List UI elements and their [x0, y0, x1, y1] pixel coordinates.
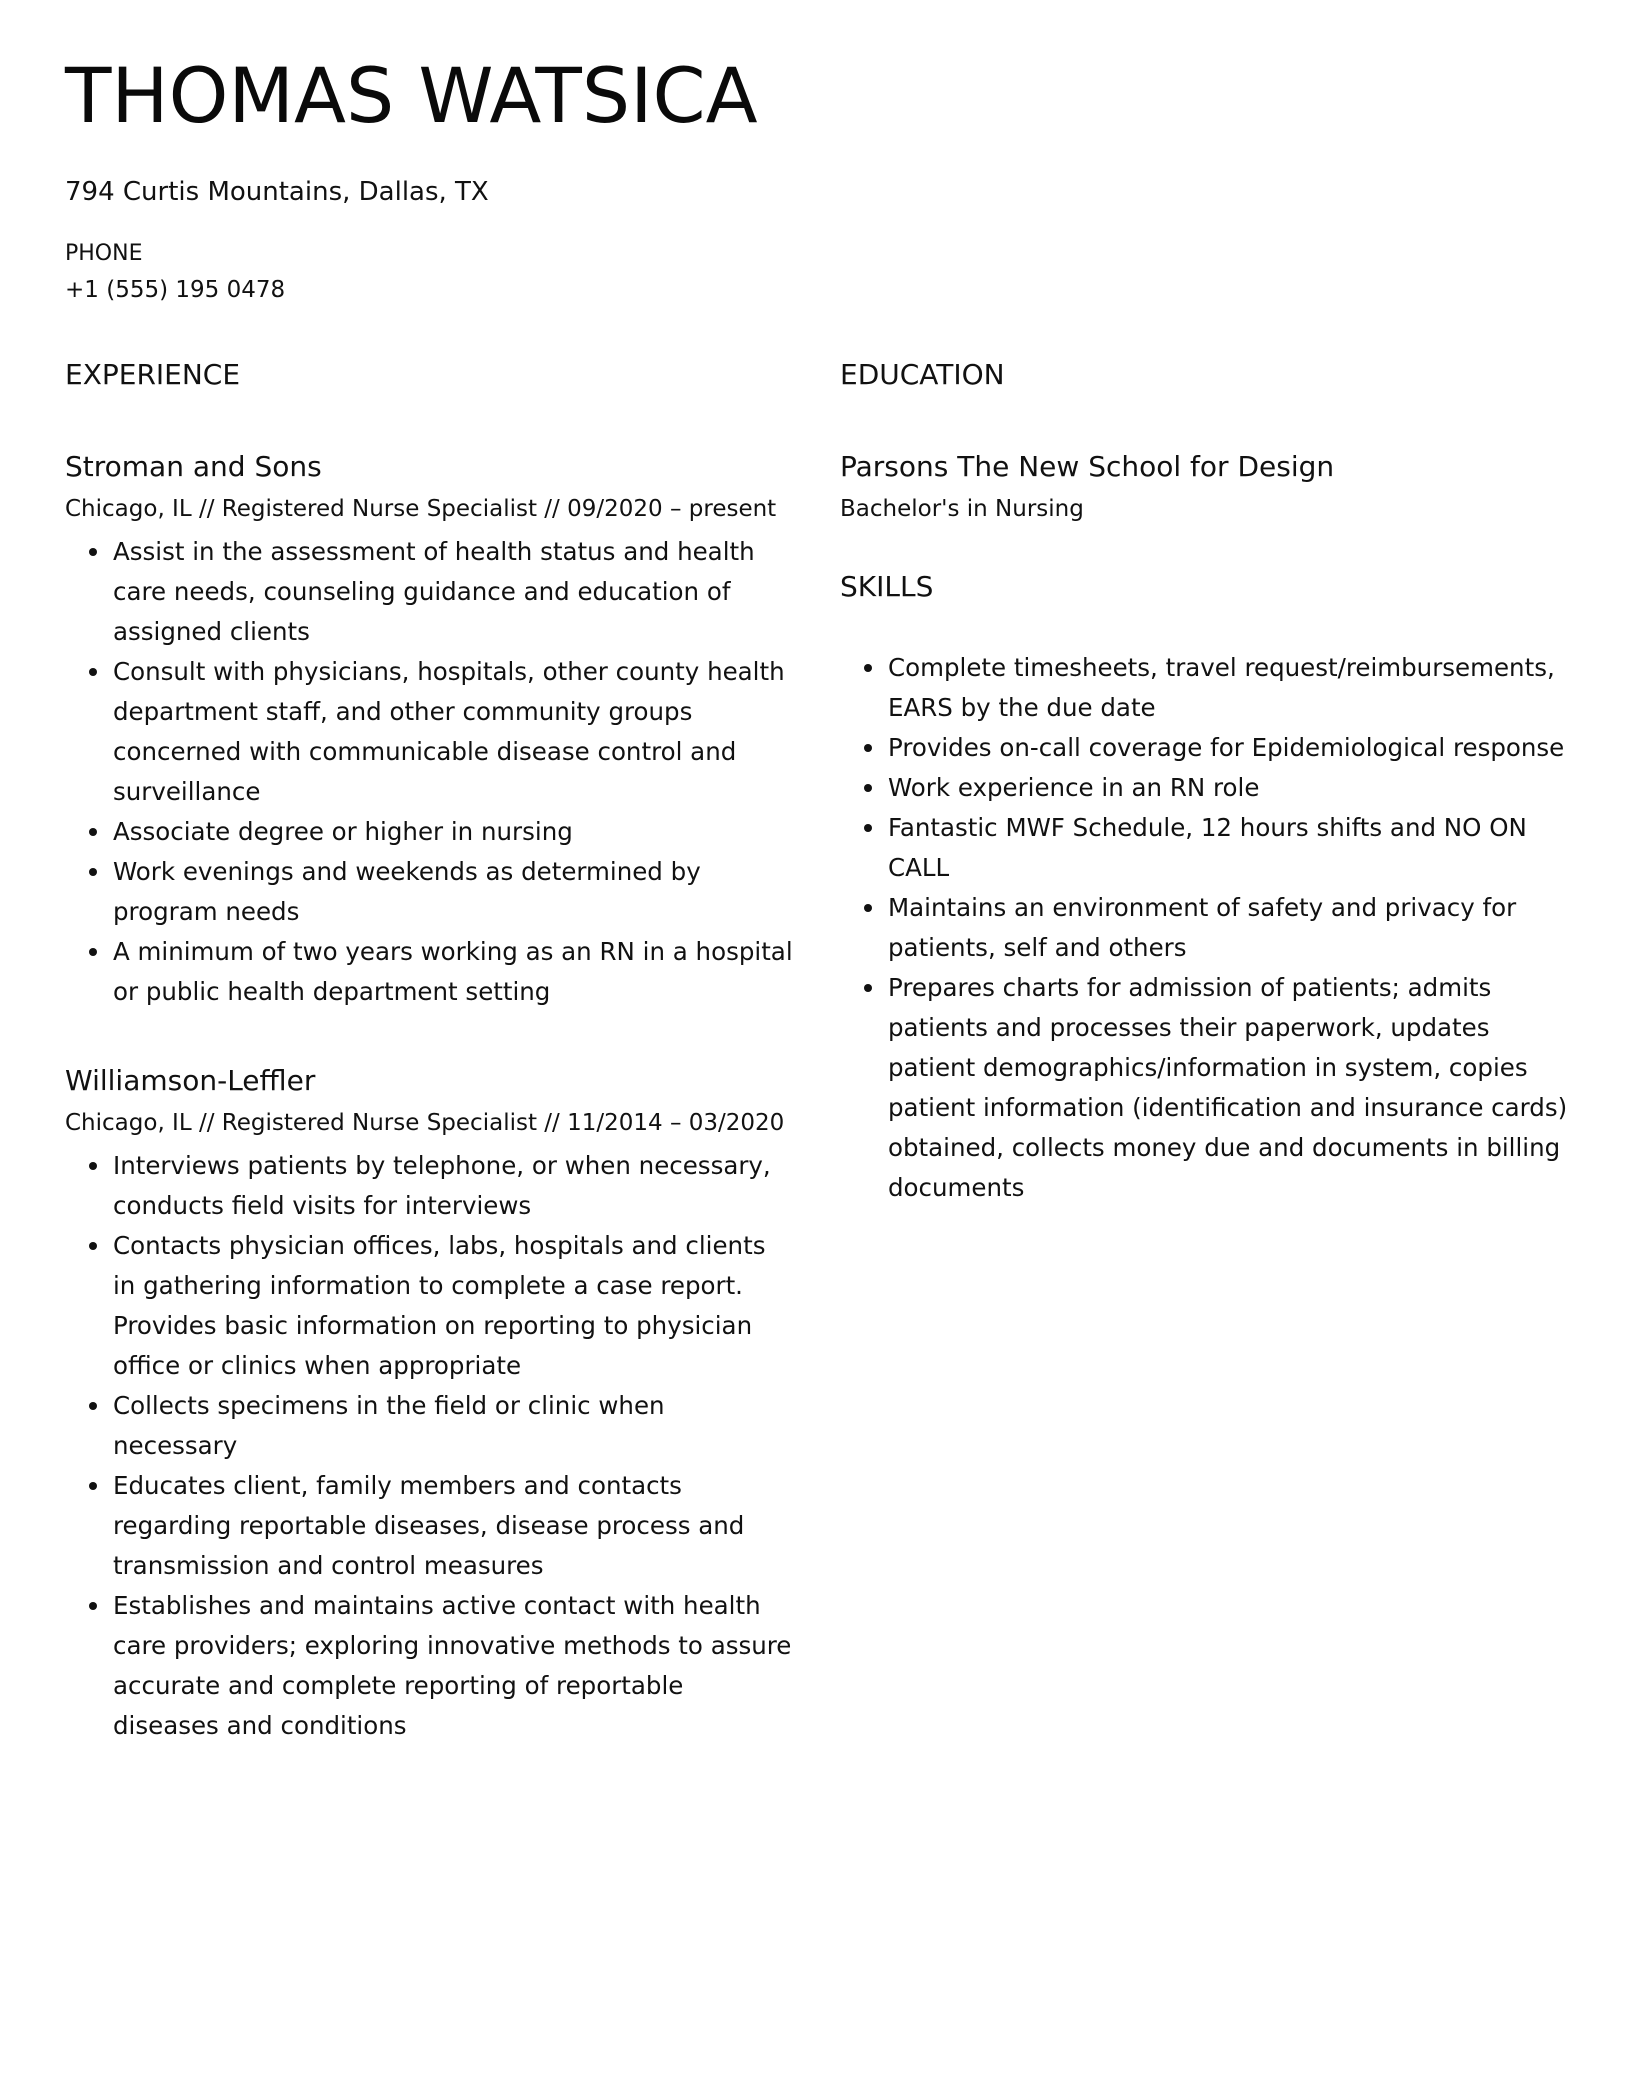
job-company: Stroman and Sons	[65, 450, 322, 483]
list-item: Consult with physicians, hospitals, other county health department staff, and other community groups concerned with communicable disease control and surveillance	[113, 652, 795, 812]
list-item: Complete timesheets, travel request/reimbursements, EARS by the due date	[888, 648, 1570, 728]
skills-heading: SKILLS	[840, 570, 934, 603]
job-entry	[65, 1064, 795, 1746]
education-degree: Bachelor's in Nursing	[840, 496, 1084, 522]
job-entry	[65, 450, 795, 1012]
experience-heading: EXPERIENCE	[65, 358, 241, 391]
list-item: Assist in the assessment of health status and health care needs, counseling guidance and education of assigned clients	[113, 532, 795, 652]
education-school: Parsons The New School for Design	[840, 450, 1335, 483]
job-meta: Chicago, IL // Registered Nurse Specialist // 11/2014 – 03/2020	[65, 1110, 785, 1136]
list-item: Associate degree or higher in nursing	[113, 812, 795, 852]
list-item: Interviews patients by telephone, or when necessary, conducts field visits for interviews	[113, 1146, 795, 1226]
candidate-name: THOMAS WATSICA	[65, 51, 758, 140]
list-item: Contacts physician offices, labs, hospitals and clients in gathering information to complete a case report. Provides basic information on reporting to physician office or clinics when appropriate	[113, 1226, 795, 1386]
phone-number: +1 (555) 195 0478	[65, 277, 286, 303]
education-heading: EDUCATION	[840, 358, 1005, 391]
list-item: Fantastic MWF Schedule, 12 hours shifts and NO ON CALL	[888, 808, 1570, 888]
list-item: Collects specimens in the field or clinic when necessary	[113, 1386, 795, 1466]
job-bullets	[65, 532, 795, 1012]
list-item: Provides on-call coverage for Epidemiological response	[888, 728, 1570, 768]
skills-list	[840, 648, 1570, 1208]
candidate-address: 794 Curtis Mountains, Dallas, TX	[65, 177, 489, 207]
list-item: Prepares charts for admission of patients; admits patients and processes their paperwork, updates patient demographics/information in system, copies patient information (identification and insurance cards) obtained, collects money due and documents in billing documents	[888, 968, 1570, 1208]
list-item: Maintains an environment of safety and privacy for patients, self and others	[888, 888, 1570, 968]
experience-column	[65, 358, 795, 1798]
list-item: Educates client, family members and contacts regarding reportable diseases, disease process and transmission and control measures	[113, 1466, 795, 1586]
job-company: Williamson-Leffler	[65, 1064, 316, 1097]
job-meta: Chicago, IL // Registered Nurse Specialist // 09/2020 – present	[65, 496, 777, 522]
education-entry	[840, 450, 1570, 524]
phone-label: PHONE	[65, 241, 143, 266]
list-item: Establishes and maintains active contact with health care providers; exploring innovative methods to assure accurate and complete reporting of reportable diseases and conditions	[113, 1586, 795, 1746]
list-item: A minimum of two years working as an RN in a hospital or public health department setting	[113, 932, 795, 1012]
list-item: Work evenings and weekends as determined by program needs	[113, 852, 795, 932]
job-bullets	[65, 1146, 795, 1746]
list-item: Work experience in an RN role	[888, 768, 1570, 808]
education-skills-column	[840, 358, 1570, 1208]
